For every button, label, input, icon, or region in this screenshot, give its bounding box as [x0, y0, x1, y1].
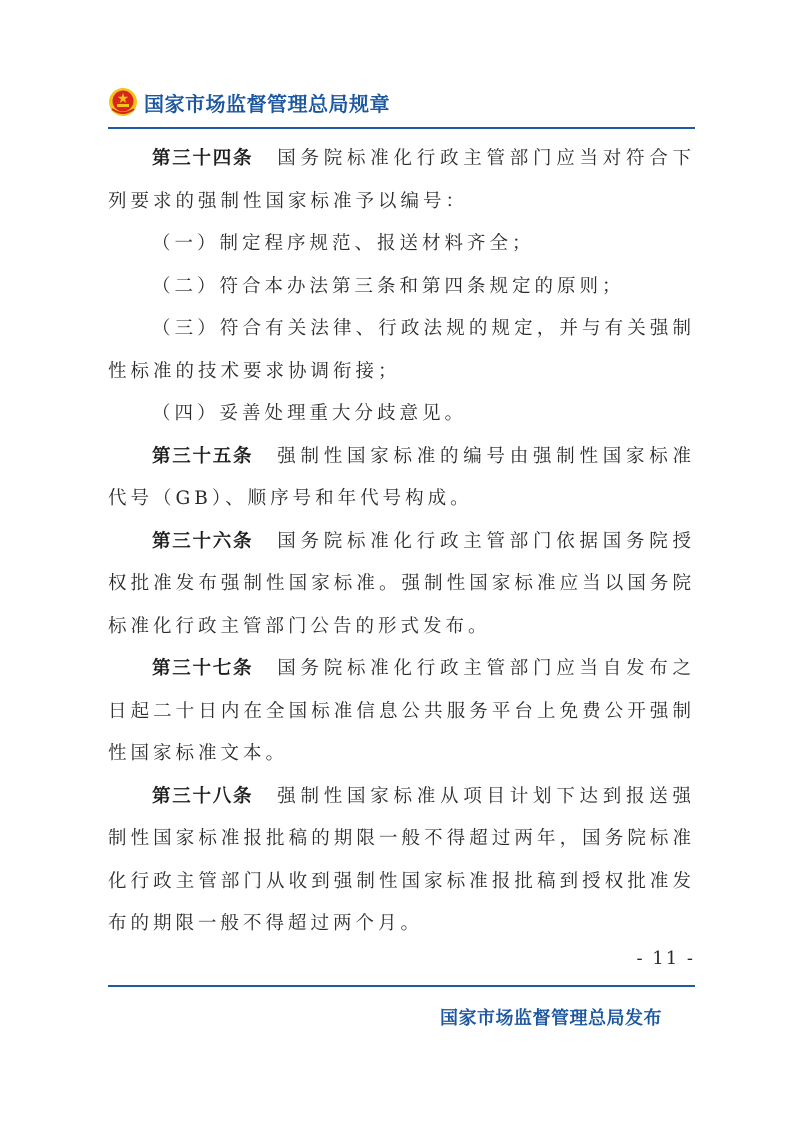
article-34 — [108, 138, 695, 223]
article-number: 第三十七条 — [152, 658, 254, 679]
clause-text: （三）符合有关法律、行政法规的规定，并与有关强制性标准的技术要求协调衔接； — [108, 318, 695, 382]
page-number: - 11 - — [636, 948, 695, 969]
article-text: 强制性国家标准从项目计划下达到报送强制性国家标准报批稿的期限一般不得超过两年，国务院标准化行政主管部门从收到强制性国家标准报批稿到授权批准发布的期限一般不得超过两个月。 — [108, 785, 695, 934]
article-text: 国务院标准化行政主管部门应当对符合下列要求的强制性国家标准予以编号： — [108, 148, 695, 212]
clause-3 — [108, 308, 695, 393]
article-text: 国务院标准化行政主管部门应当自发布之日起二十日内在全国标准信息公共服务平台上免费公开强制性国家标准文本。 — [108, 658, 695, 764]
article-35 — [108, 436, 695, 521]
clause-text: （二）符合本办法第三条和第四条规定的原则； — [152, 275, 625, 297]
article-number: 第三十八条 — [152, 785, 254, 807]
clause-4 — [108, 393, 695, 436]
article-number: 第三十五条 — [152, 445, 254, 467]
footer-publisher: 国家市场监督管理总局发布 — [440, 1008, 662, 1029]
article-37 — [108, 648, 695, 776]
clause-text: （一）制定程序规范、报送材料齐全； — [152, 233, 535, 254]
header-title: 国家市场监督管理总局规章 — [144, 91, 390, 116]
clause-text: （四）妥善处理重大分歧意见。 — [152, 403, 468, 424]
page-header — [108, 84, 390, 120]
article-text: 国务院标准化行政主管部门依据国务院授权批准发布强制性国家标准。强制性国家标准应当以国务院标准化行政主管部门公告的形式发布。 — [108, 530, 695, 637]
article-38 — [108, 776, 695, 946]
article-36 — [108, 521, 695, 649]
national-emblem-icon — [108, 87, 138, 117]
article-text: 强制性国家标准的编号由强制性国家标准代号（GB）、顺序号和年代号构成。 — [108, 445, 695, 509]
clause-2 — [108, 266, 695, 309]
document-body — [108, 138, 695, 946]
article-number: 第三十四条 — [152, 148, 254, 169]
header-divider — [108, 127, 695, 129]
article-number: 第三十六条 — [152, 530, 254, 552]
footer-divider — [108, 985, 695, 987]
clause-1 — [108, 223, 695, 266]
